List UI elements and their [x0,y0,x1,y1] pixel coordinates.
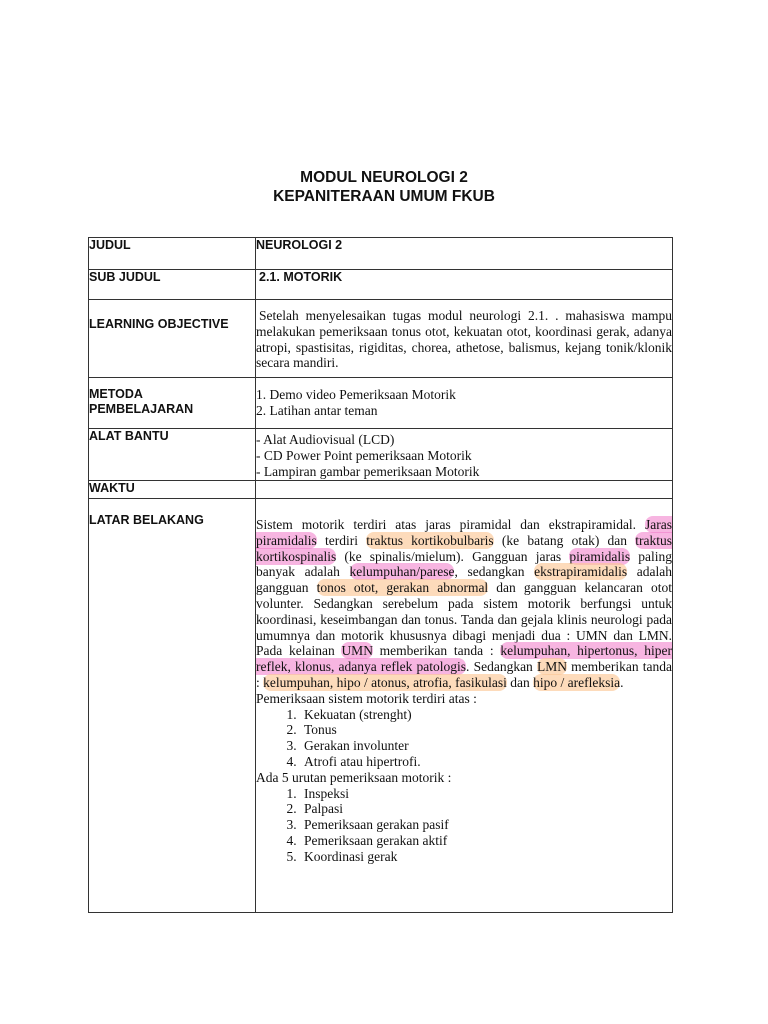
list-item: 1. Kekuatan (strenght) [300,707,672,723]
value-learning-objective: Setelah menyelesaikan tugas modul neurologi 2.1. . mahasiswa mampu melakukan pemeriksaan tonus otot, kekuatan otot, koordinasi gerak, adanya atropi, spastisitas, rigiditas, chorea, athetose, balismus, kejang tonik/klonik secara mandiri. [256,300,673,378]
highlight: UMN [341,643,373,659]
highlight: tonos otot, gerakan abnormal [316,580,489,596]
highlight: Jaras piramidalis [256,517,672,548]
value-latar-belakang [256,499,673,913]
row-latar-belakang [89,499,673,913]
list-item: 1. Inspeksi [300,786,672,802]
value-metoda [256,378,673,429]
metoda-item: 1. Demo video Pemeriksaan Motorik [256,387,456,402]
label-judul: JUDUL [89,238,256,270]
highlight: kelumpuhan, hipertonus, hiper reflek, klonus, adanya reflek patologis [256,643,672,675]
value-waktu [256,481,673,499]
label-latar-belakang: LATAR BELAKANG [89,499,256,913]
highlight: kelumpuhan/parese [349,564,455,580]
list-item: 2. Palpasi [300,801,672,817]
document-title [0,168,768,206]
latar-belakang-paragraph: Sistem motorik terdiri atas jaras piramidal dan ekstrapiramidal. Jaras piramidalis terdiri traktus kortikobulbaris (ke batang otak) dan traktus kortikospinalis (ke spinalis/mielum). Gangguan jaras piramidalis paling banyak adalah kelumpuhan/parese, sedangkan ekstrapiramidalis adalah gangguan tonos otot, gerakan abnormal dan gangguan kelancaran otot volunter. Sedangkan serebelum pada sistem motorik berfungsi untuk koordinasi, keseimbangan dan tonus. Tanda dan gejala klinis neurologi pada umumnya dan motorik khususnya dibagi menjadi dua : UMN dan LMN. Pada kelainan UMN memberikan tanda : kelumpuhan, hipertonus, hiper reflek, klonus, adanya reflek patologis. Sedangkan LMN memberikan tanda : kelumpuhan, hipo / atonus, atrofia, fasikulasi dan hipo / arefleksia. [256,517,673,690]
pemeriksaan-list [256,707,672,770]
value-alat-bantu [256,429,673,481]
highlight: piramidalis [569,548,631,564]
list-item: 5. Koordinasi gerak [300,849,672,865]
highlight: traktus kortikobulbaris [366,532,494,548]
list-item: 2. Tonus [300,722,672,738]
highlight: ekstrapiramidalis [534,564,628,580]
label-sub-judul: SUB JUDUL [89,270,256,300]
list-intro: Pemeriksaan sistem motorik terdiri atas : [256,690,477,706]
highlight: LMN [536,659,567,675]
highlight: hipo / arefleksia [533,674,621,690]
module-table [88,237,673,913]
label-alat-bantu: ALAT BANTU [89,429,256,481]
value-judul: NEUROLOGI 2 [256,238,673,270]
list-item: 3. Gerakan involunter [300,738,672,754]
title-line-1: MODUL NEUROLOGI 2 [300,169,468,186]
list-item: 4. Atrofi atau hipertrofi. [300,754,672,770]
row-judul [89,238,673,270]
row-alat-bantu [89,429,673,481]
alat-bantu-item: - CD Power Point pemeriksaan Motorik [256,447,472,463]
urutan-list [256,786,672,865]
list-item: 3. Pemeriksaan gerakan pasif [300,817,672,833]
list-item: 4. Pemeriksaan gerakan aktif [300,833,672,849]
row-learning-objective [89,300,673,378]
highlight: kelumpuhan, hipo / atonus, atrofia, fasikulasi [263,674,507,690]
label-metoda: METODA PEMBELAJARAN [89,378,256,429]
list-intro: Ada 5 urutan pemeriksaan motorik : [256,769,452,785]
highlight: traktus kortikospinalis [256,532,673,564]
metoda-item: 2. Latihan antar teman [256,402,378,418]
label-waktu: WAKTU [89,481,256,499]
alat-bantu-item: - Alat Audiovisual (LCD) [256,432,395,447]
alat-bantu-item: - Lampiran gambar pemeriksaan Motorik [256,463,480,479]
row-metoda [89,378,673,429]
title-line-2: KEPANITERAAN UMUM FKUB [273,188,495,205]
value-sub-judul: 2.1. MOTORIK [256,270,673,300]
row-waktu [89,481,673,499]
row-sub-judul [89,270,673,300]
label-learning-objective: LEARNING OBJECTIVE [89,300,256,378]
